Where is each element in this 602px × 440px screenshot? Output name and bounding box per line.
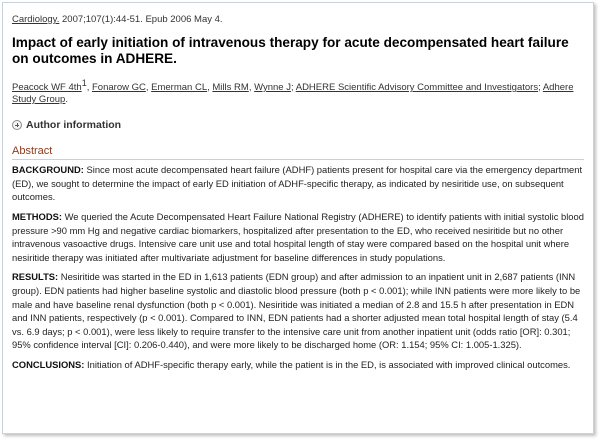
author-link[interactable]: Peacock WF 4th — [12, 82, 82, 94]
affiliation-marker: 1 — [81, 78, 87, 88]
expand-plus-icon[interactable] — [12, 120, 22, 130]
author-link[interactable]: Mills RM — [212, 82, 249, 94]
citation-line — [12, 14, 584, 26]
section-label: CONCLUSIONS: — [12, 358, 85, 370]
section-text: We queried the Acute Decompensated Heart Failure National Registry (ADHERE) to identify patients with initial systolic blood pressure >90 mm Hg and negative cardiac biomarkers, hospitalized after presentation to the ED, who received nesiritide but no other intravenous vasoactive drugs. Intensive care unit use and total hospital length of stay were compared based on the hospital unit where nesiritide therapy was initiated after multivariate adjustment for baseline differences in study populations. — [12, 210, 584, 263]
author-link[interactable]: Wynne J — [254, 82, 291, 94]
abstract-panel — [2, 2, 594, 434]
author-list — [12, 77, 584, 106]
section-label: METHODS: — [12, 210, 62, 222]
article-title: Impact of early initiation of intravenous therapy for acute decompensated heart failure on outcomes in ADHERE. — [12, 35, 569, 66]
author-information-toggle[interactable] — [12, 119, 584, 131]
section-label: RESULTS: — [12, 271, 59, 283]
author-separator: , — [86, 82, 92, 94]
author-separator: ; — [538, 82, 543, 94]
author-link[interactable]: ADHERE Scientific Advisory Committee and Investigators — [295, 82, 539, 94]
author-separator: , — [248, 82, 255, 94]
author-link[interactable]: Fonarow GC — [92, 82, 146, 94]
section-label: BACKGROUND: — [12, 164, 84, 176]
author-link[interactable]: Adhere Study Group — [12, 82, 574, 106]
journal-link[interactable]: Cardiology. — [12, 14, 60, 25]
author-separator: . — [65, 94, 68, 106]
citation-details: 2007;107(1):44-51. Epub 2006 May 4. — [59, 14, 223, 25]
author-link[interactable]: Emerman CL — [151, 82, 208, 94]
author-separator: , — [145, 82, 152, 94]
abstract-results — [12, 270, 584, 352]
section-text: Initiation of ADHF-specific therapy early, while the patient is in the ED, is associated with improved clinical outcomes. — [84, 358, 571, 370]
section-text: Nesiritide was started in the ED in 1,613 patients (EDN group) and after admission to an inpatient unit in 2,687 patients (INN group). EDN patients had higher baseline systolic and diastolic blood pressure (both p < 0.001); while INN patients were more likely to be male and have baseline renal dysfunction (both p < 0.001). Nesiritide was initiated a median of 2.8 and 15.5 h after presentation in EDN and INN patients, respectively (p < 0.001). Compared to INN, EDN patients had a shorter adjusted mean total hospital length of stay (5.4 vs. 6.9 days; p < 0.001), were less likely to require transfer to the intensive care unit from another inpatient unit (odds ratio [OR]: 0.301; 95% confidence interval [CI]: 0.206-0.440), and were more likely to be discharged home (OR: 1.154; 95% CI: 1.005-1.325). — [12, 271, 581, 351]
abstract-heading: Abstract — [12, 145, 584, 160]
author-information-label: Author information — [26, 119, 122, 132]
abstract-methods — [12, 210, 584, 264]
abstract-conclusions — [12, 358, 584, 372]
author-separator: ; — [290, 82, 296, 94]
section-text: Since most acute decompensated heart failure (ADHF) patients present for hospital care via the emergency department (ED), we sought to determine the impact of early ED initiation of ADHF-specific therapy, as indicated by nesiritide use, on subsequent outcomes. — [12, 164, 583, 203]
author-separator: , — [207, 82, 213, 94]
abstract-content — [12, 14, 584, 371]
abstract-background — [12, 163, 584, 204]
